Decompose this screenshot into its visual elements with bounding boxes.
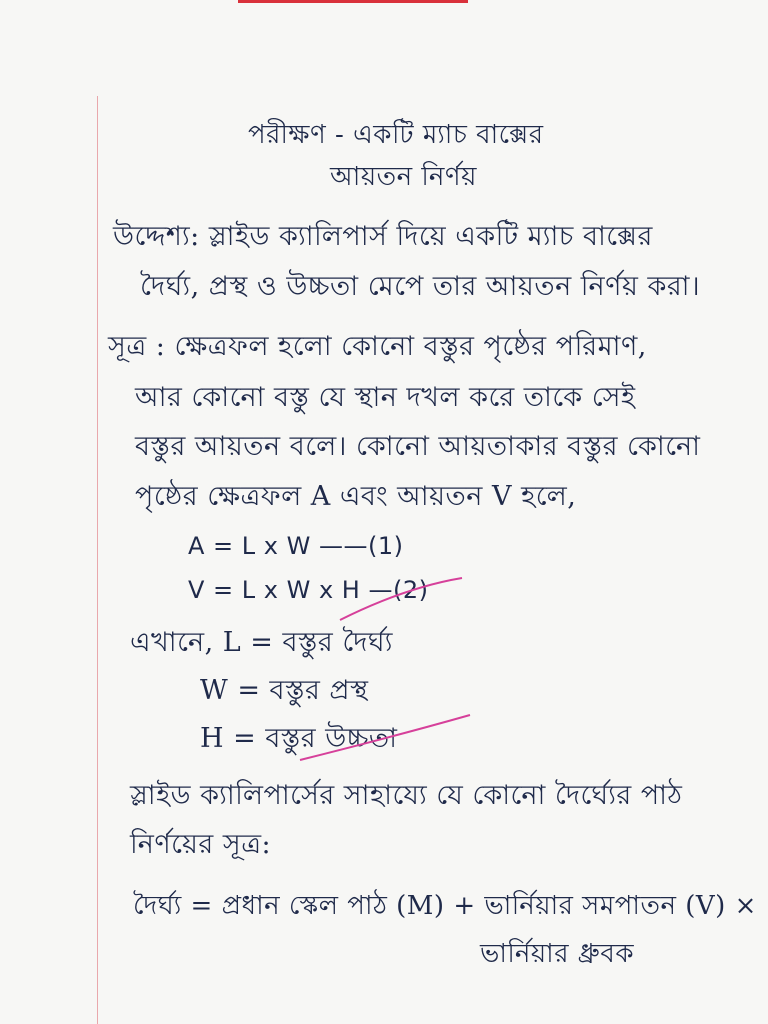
title-line-1: পরীক্ষণ - একটি ম্যাচ বাক্সের <box>248 120 544 150</box>
objective-text-1: স্লাইড ক্যালিপার্স দিয়ে একটি ম্যাচ বাক্সের <box>208 221 653 252</box>
equation-2: V = L x W x H —(2) <box>188 576 429 604</box>
formula-line-1: দৈর্ঘ্য = প্রধান স্কেল পাঠ (M) + ভার্নিয়ার সমপাতন (V) × <box>133 891 757 921</box>
theory-text-1: ক্ষেত্রফল হলো কোনো বস্তুর পৃষ্ঠের পরিমাণ, <box>174 331 647 362</box>
formula-line-2: ভার্নিয়ার ধ্রুবক <box>480 939 635 969</box>
theory-line-1 <box>108 326 647 371</box>
title-line-2: আয়তন নির্ণয় <box>330 162 477 192</box>
objective-line-2: দৈর্ঘ্য, প্রস্থ ও উচ্চতা মেপে তার আয়তন নির্ণয় করা। <box>140 271 701 302</box>
paragraph-line-1: স্লাইড ক্যালিপার্সের সাহায্যে যে কোনো দৈর্ঘ্যের পাঠ <box>130 780 683 811</box>
definition-width: W = বস্তুর প্রস্থ <box>200 675 369 706</box>
theory-label: সূত্র : <box>108 331 166 362</box>
theory-line-3: বস্তুর আয়তন বলে। কোনো আয়তাকার বস্তুর কোনো <box>135 431 701 462</box>
equation-1: A = L x W ——(1) <box>188 532 404 560</box>
paragraph-line-2: নির্ণয়ের সূত্র: <box>130 829 272 860</box>
definition-length: এখানে, L = বস্তুর দৈর্ঘ্য <box>130 627 393 658</box>
objective-line-1 <box>113 216 653 261</box>
theory-line-2: আর কোনো বস্তু যে স্থান দখল করে তাকে সেই <box>135 382 636 413</box>
objective-label: উদ্দেশ্য: <box>113 221 200 252</box>
theory-line-4: পৃষ্ঠের ক্ষেত্রফল A এবং আয়তন V হলে, <box>135 481 577 512</box>
definition-height: H = বস্তুর উচ্চতা <box>200 723 398 754</box>
